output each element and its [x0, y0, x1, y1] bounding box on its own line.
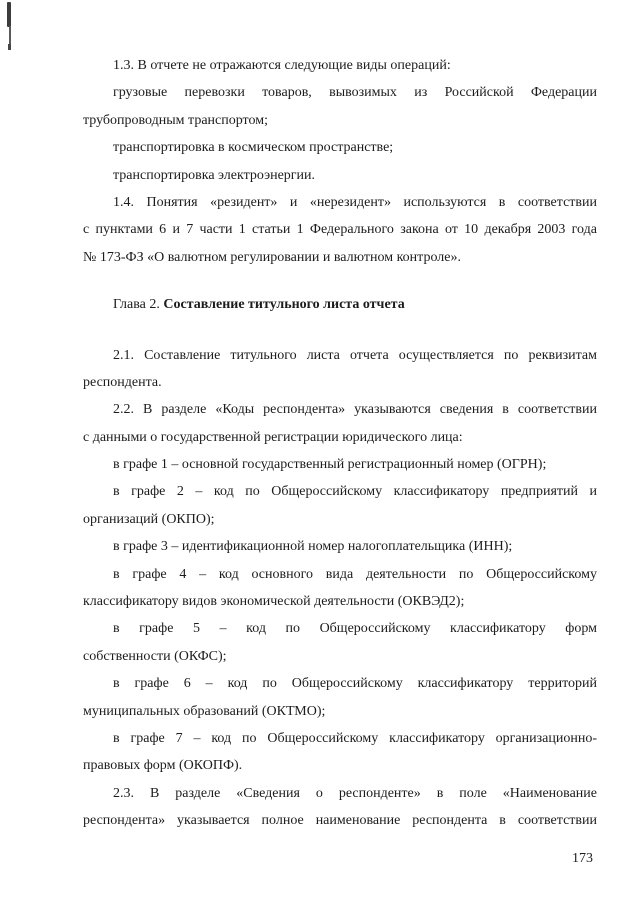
- scan-artifact-dot: [8, 44, 11, 50]
- paragraph: [83, 615, 597, 670]
- text-line: транспортировка электроэнергии.: [113, 167, 316, 183]
- text-line: в графе 4 – код основного вида деятельности по Общероссийскому: [113, 566, 597, 582]
- scan-artifact-mark: [7, 2, 11, 27]
- text-line: муниципальных образований (ОКТМО);: [83, 703, 326, 719]
- paragraph: [83, 670, 597, 725]
- paragraph: [83, 79, 597, 134]
- paragraph: [83, 162, 597, 189]
- chapter-number: Глава 2.: [113, 297, 164, 313]
- text-block: [83, 52, 597, 835]
- paragraph: [83, 478, 597, 533]
- paragraph: [83, 189, 597, 271]
- paragraph: [83, 780, 597, 835]
- paragraph: [83, 134, 597, 161]
- text-line: с пунктами 6 и 7 части 1 статьи 1 Федерального закона от 10 декабря 2003 года: [83, 222, 597, 238]
- text-line: 2.3. В разделе «Сведения о респонденте» в поле «Наименование: [113, 785, 597, 801]
- text-line: классификатору видов экономической деятельности (ОКВЭД2);: [83, 594, 465, 610]
- text-line: в графе 1 – основной государственный регистрационный номер (ОГРН);: [113, 457, 547, 473]
- paragraph: [83, 561, 597, 616]
- text-line: 1.3. В отчете не отражаются следующие виды операций:: [113, 58, 451, 73]
- text-line: 2.1. Составление титульного листа отчета осуществляется по реквизитам: [113, 347, 597, 363]
- text-line: № 173-ФЗ «О валютном регулировании и валютном контроле».: [83, 249, 461, 265]
- paragraph: [83, 52, 597, 79]
- text-line: респондента» указывается полное наименование респондента в соответствии: [83, 813, 597, 829]
- text-line: 2.2. В разделе «Коды респондента» указываются сведения в соответствии: [113, 402, 597, 418]
- paragraph: [83, 451, 597, 478]
- text-line: в графе 3 – идентификационной номер налогоплательщика (ИНН);: [113, 539, 513, 555]
- chapter-heading: [83, 291, 597, 318]
- chapter-title: Составление титульного листа отчета: [163, 297, 405, 313]
- text-line: респондента.: [83, 374, 162, 390]
- text-line: в графе 2 – код по Общероссийскому классификатору предприятий и: [113, 484, 597, 500]
- paragraph: [83, 342, 597, 397]
- text-line: трубопроводным транспортом;: [83, 112, 268, 128]
- text-line: с данными о государственной регистрации юридического лица:: [83, 429, 463, 445]
- text-line: правовых форм (ОКОПФ).: [83, 758, 243, 774]
- text-line: в графе 6 – код по Общероссийскому классификатору территорий: [113, 676, 597, 692]
- paragraph: [83, 533, 597, 560]
- paragraph: [83, 396, 597, 451]
- text-line: организаций (ОКПО);: [83, 511, 215, 527]
- scan-artifact-line: [9, 26, 11, 45]
- text-line: собственности (ОКФС);: [83, 648, 227, 664]
- text-line: грузовые перевозки товаров, вывозимых из Российской Федерации: [113, 85, 597, 101]
- text-line: в графе 7 – код по Общероссийскому классификатору организационно-: [113, 730, 597, 746]
- text-line: 1.4. Понятия «резидент» и «нерезидент» используются в соответствии: [113, 194, 597, 210]
- page-number: 173: [572, 851, 593, 866]
- text-line: транспортировка в космическом пространстве;: [113, 140, 394, 156]
- paragraph: [83, 725, 597, 780]
- text-line: в графе 5 – код по Общероссийскому классификатору форм: [113, 621, 597, 637]
